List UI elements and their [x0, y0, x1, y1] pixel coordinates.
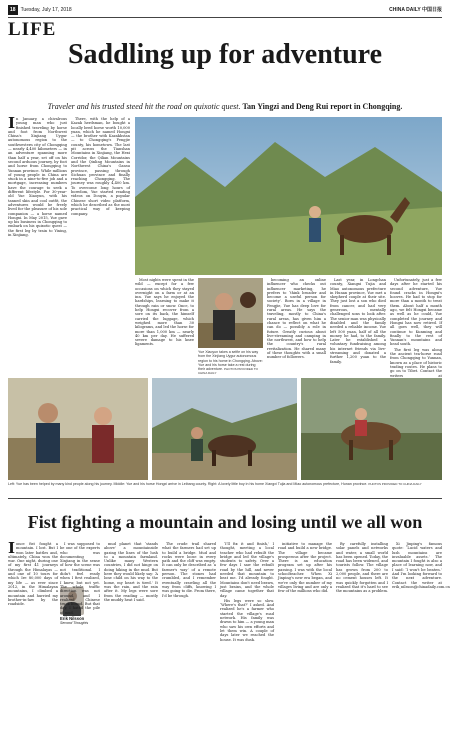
section-title: LIFE [8, 19, 57, 40]
photo-caption-bottom: Left: Yue has been helped by many kind people along his journey. Middle: Yue and his horse Hongxi arrive in Leibang county. Right: A lovely little boy in his home Xiangxi Tujia and Miao autonomous prefecture, Hunan province. PHOTOS PROVIDED TO CHINA DAILY [8, 482, 422, 486]
deck-text: Traveler and his trusted steed hit the road on quixotic quest. [47, 102, 241, 111]
article-column-1: In January, a chivalrous young man who just finished traveling by horse and foot from Northwest China's Xinjiang Uygur autonomous region to the southwestern city of Chongqing — nearly 4,400 kilometers — in an adventure spanning more than half a year, set off on his second arduous journey, by foot and horse from Chongqing to Yunnan province. While millions of young people in China are stuck in a nine-to-five job and a mortgage, increasing numbers have the courage to seek a different lifestyle. For 30-year-old Yue Xiaoyun, with his tanned skin and cool outfit, the adventures would be freely lived for the pleasure of his sole companion — a horse named Hongxi. In May 2015, Yue gave up his business in Chongqing to embark on his quixotic quest — the first leg by train to Yining, in Xinjiang. [8, 114, 67, 238]
selfie-photo [198, 278, 263, 348]
page-header [8, 5, 442, 18]
story2-column-6: initiative to manage the road and build a new bridge. The village became prosperous after the project. There is an education program set up after his passing. I was with the local schoolteacher. When Xi Jinping's new era began, and we're only the number of my villages living and are only a few of the millions who did. [278, 542, 332, 594]
photo-caption-middle: Yue Xiaoyun takes a selfie on his way from the Xinjiang Uygur autonomous region to his home in Chongqing. Above: Yue and his horse take a rest during their adventure. PHOTOS PROVIDED TO CHINA DAILY [198, 350, 263, 376]
newspaper-name: CHINA DAILY 中国日报 [389, 7, 442, 13]
top-photo [135, 117, 442, 275]
story2-column-1: Ionce fist fought a mountain. I lost. But I won later battles and, ultimately, China won the war. One night, during one of my first 41 journeys through the Himalayas — and one of 10 tours for which Ire 80,000 days of my life — as ever since 2012, in the Himalayan mountains, I climbed a mountain and hurried my brother-in-law by the roadside. [8, 539, 58, 607]
deck-authors: Tan Yingzi and Deng Rui report in Chongqing. [242, 102, 403, 111]
story2-column-7: By carefully installing solar panels and networks and water, a small world has been opened. Today, the road has been widened, and tourists follow. The village has grown from 200 to 2,000 people, and there are no cement houses left. It was quickly forgotten and I realized that it's hard to see the mountains as a problem. [336, 542, 388, 594]
photo-credit: PHOTOS PROVIDED TO CHINA DAILY [368, 482, 422, 486]
bottom-photo-right [301, 378, 442, 480]
page-number: 18 [10, 7, 16, 13]
story2-column-8: Xi Jinping's famous quote: ‘Lucid waters and lush mountains are invaluable assets.’ The mountain I fought is also a place of learning now, and I said: ‘I won't be beaten.’ And I'm looking forward to the next adventure. Contact the writer at erik_nilsson@chinadaily.com.cn [392, 542, 450, 589]
column-name: Second Thoughts [60, 621, 89, 626]
issue-date: Tuesday, July 17, 2018 [20, 7, 72, 13]
article-column-4: becoming an online influencer who checks out influencer marketing, he prefers to ‘think broader and become a useful person for society’. Born in a village in Fengjie, Yue has deep love for rural areas. He says the traveling, mostly to China's rural areas, has given him a chance to reflect on what he can do — possibly a role in future. Greatly curious about live-streaming and camping in the northwest, and how to help the country's rural revitalization. He shared many of these thoughts with a small number of followers. [267, 278, 326, 360]
bottom-photo-left [8, 378, 148, 480]
headline: Saddling up for adventure [67, 39, 383, 70]
deck [8, 101, 442, 112]
article-column-2: There, with the help of a Kazak herdsman, he bought a locally bred horse worth 10,000 yuan, which he named Hongxi — the brother with Kazakhstan — to Chongqing's Fengjie county, his hometown. The last pit across the Tianshan Mountains in Xinjiang, the Hexi Corridor, the Qilian Mountains and the Qinling Mountains in Northwest China's Gansu province, passing through Sichuan province and finally reaching Chongqing. The journey was roughly 4,400 km. To overcome long hours of boredom, Yue started reading videos on Douyin, a popular Chinese short video platform, which he described as the most practical way of keeping company. [71, 117, 130, 216]
story2-column-2a: I was supposed to be one of the experts who was documenting Xinjiang in the sense of how the scene was not traditional. I didn't feel ready when I first realized, I knew, but not yet. The whole traffic direction was not around, and I realized Chinese truck bound. But that day, I hated the pile of mud. [60, 542, 100, 615]
story2-column-4: The crude trail shared what the farmers had set up to build a bridge. Mud and rocks were loose in every path and the cliff was empty. It can only be described as ‘a farmer's way’ of a remote person. The stones had crumbled, and I remember eventually crawling all the way from cliffs, knowing I was going to die. From there, I'd be through. [162, 542, 216, 598]
article-column-6: Unfortunately, just a few days after he started his second adventure, Yue found cracks in Hongxi's hooves. He had to stop for more than a month to treat them. About half a month ago, we felt Hongxi became as well as he could, Yue completed the journey and Hongxi has now retired. If all goes well, they will continue to Kunming and finally to the rest of Yunnan's mountains and head south. The first leg was along the ancient tea-horse road from Chongqing to Yunnan, known as a place of historic trading routes. He plans to go on to Tibet. Contact the writers at [390, 278, 442, 378]
section-divider [8, 498, 442, 499]
article-column-5: Last year, in Longchan county, Xiangxi Tujia and Miao autonomous prefecture in Hunan province, Yue met a shepherd couple at their site. They just lost a son who died from cancer, and had very generous, mentally challenged sons to look after. The senior man was physically disabled and the family needed a reliable income. Yue left 500 yuan, half of all the money he had, to the family. Later he established a voluntary fundraising among his internet friends via live-streaming and donated a further 1,200 yuan to the family. [330, 278, 386, 364]
headline-2: Fist fighting a mountain and losing until we all won [27, 512, 423, 532]
columnist-name: Erik Nilsson [60, 616, 85, 621]
photo-credit: PHOTOS PROVIDED TO CHINA DAILY [198, 367, 258, 376]
article-column-3: Most nights were spent in the wild — except for a few occasions on which they stayed overnight on a farm or at an inn. Yue says he enjoyed the hardships, learning to make it through rain or snow. Once, to help Hongxi recover from a sore on its back, the himself carried the luggage, which weighed more than 30 kilograms, and led the horse for more than 1,000 km — nearly 40 km per day. He suffered severe damage to his knee ligaments. [135, 278, 194, 347]
story2-column-5: ‘I'll fix it and finish,’ I thought, meeting a local teacher who had rebuilt the bridge and led the village's students to safety. Over a few days I saw the rebuilt road by the hill, and never needed that mountain to beat me. I'd already fought. Mountains don't need brawn, just brains, and the whole village came together that day. His legs were so slow. ‘Where's that?’ I asked. And realized he's a farmer who started the village's road network. His family was drawn to him — a young man who saw his own efforts and let them win. A couple of days later we reached the house. It was dusk. [220, 542, 274, 642]
bottom-photo-middle [152, 378, 297, 480]
story2-column-3: mud planet that ‘stands above’ a mountainside gazing the lines of the lush to a mountain farmland. Unlike many Western countries, I did not hinge on doing hiking in the mud. But here they would likely say: ‘A lone child on his way to the home, my heart is tired.’ It was the rain, and the rain after it. My legs were sore from the reading — mostly the muddy heat I said. [104, 542, 158, 602]
